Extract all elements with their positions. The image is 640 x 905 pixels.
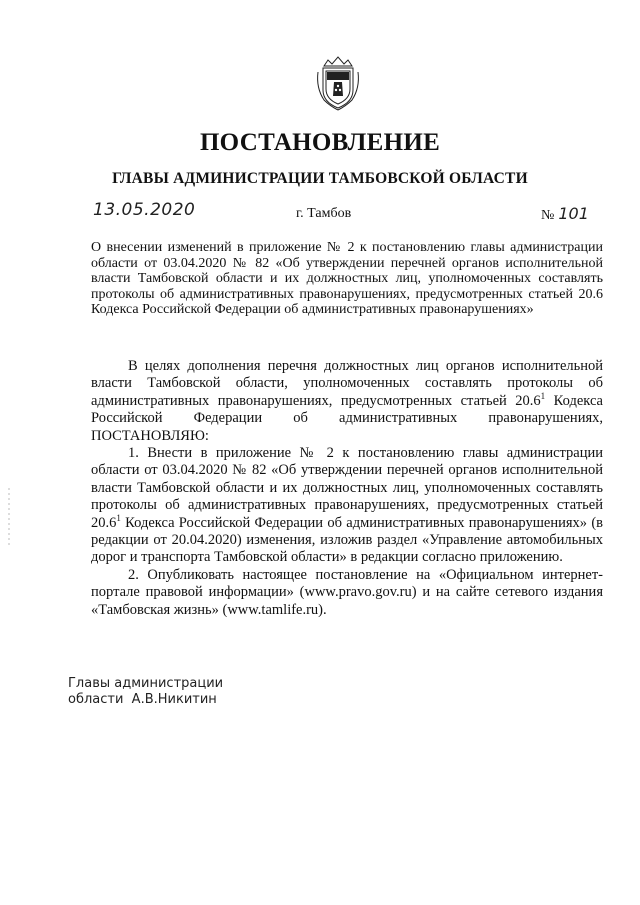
- scan-edge-mark: [8, 488, 10, 548]
- document-body: [91, 358, 603, 619]
- signature-block: [68, 676, 223, 708]
- preamble-text-end: Кодекса Российской Федерации об административных правонарушениях, ПОСТАНОВЛЯЮ:: [91, 392, 603, 444]
- document-city: г. Тамбов: [296, 206, 352, 221]
- item-1-paragraph: [91, 445, 603, 567]
- item-2-paragraph: 2. Опубликовать настоящее постановление на «Официальном интернет-портале правовой информации» (www.pravo.gov.ru) и на сайте сетевого издания «Тамбовская жизнь» (www.tamlife.ru).: [91, 566, 603, 618]
- item-1-text-end: Кодекса Российской Федерации об административных правонарушениях» (в редакции от 20.04.2020) изменения, изложив раздел «Управление автомобильных дорог и транспорта Тамбовской области» в редакции согласно приложению.: [91, 514, 603, 566]
- preamble-paragraph: [91, 358, 603, 445]
- signature-name: области А.В.Никитин: [68, 692, 217, 707]
- number-value: 101: [558, 204, 589, 223]
- document-subtitle: ГЛАВЫ АДМИНИСТРАЦИИ ТАМБОВСКОЙ ОБЛАСТИ: [112, 170, 528, 187]
- signature-title: Главы администрации: [68, 676, 224, 691]
- coat-of-arms-icon: [314, 52, 362, 112]
- item-1-text: 1. Внести в приложение № 2 к постановлению главы администрации области от 03.04.2020 № 82 «Об утверждении перечней органов исполнительной власти Тамбовской области и их должностных лиц, уполномоченных составлять протоколы об административных правонарушениях, предусмотренных статьей 20.6: [91, 445, 603, 531]
- preamble-text: В целях дополнения перечня должностных лиц органов исполнительной власти Тамбовской области, уполномоченных составлять протоколы об административных правонарушениях, предусмотренных статьей 20.6: [91, 358, 603, 409]
- document-subject: О внесении изменений в приложение № 2 к постановлению главы администрации области от 03.04.2020 № 82 «Об утверждении перечней органов исполнительной власти Тамбовской области и их должностных лиц, уполномоченных составлять протоколы об административных правонарушениях, предусмотренных статьей 20.6 Кодекса Российской Федерации об административных правонарушениях»: [91, 240, 603, 317]
- document-number: [541, 204, 589, 224]
- number-prefix: №: [541, 208, 555, 223]
- document-title: ПОСТАНОВЛЕНИЕ: [199, 129, 441, 156]
- superscript: 1: [540, 390, 546, 401]
- superscript: 1: [116, 512, 121, 523]
- emblem: [314, 52, 362, 112]
- document-date: 13.05.2020: [93, 200, 196, 220]
